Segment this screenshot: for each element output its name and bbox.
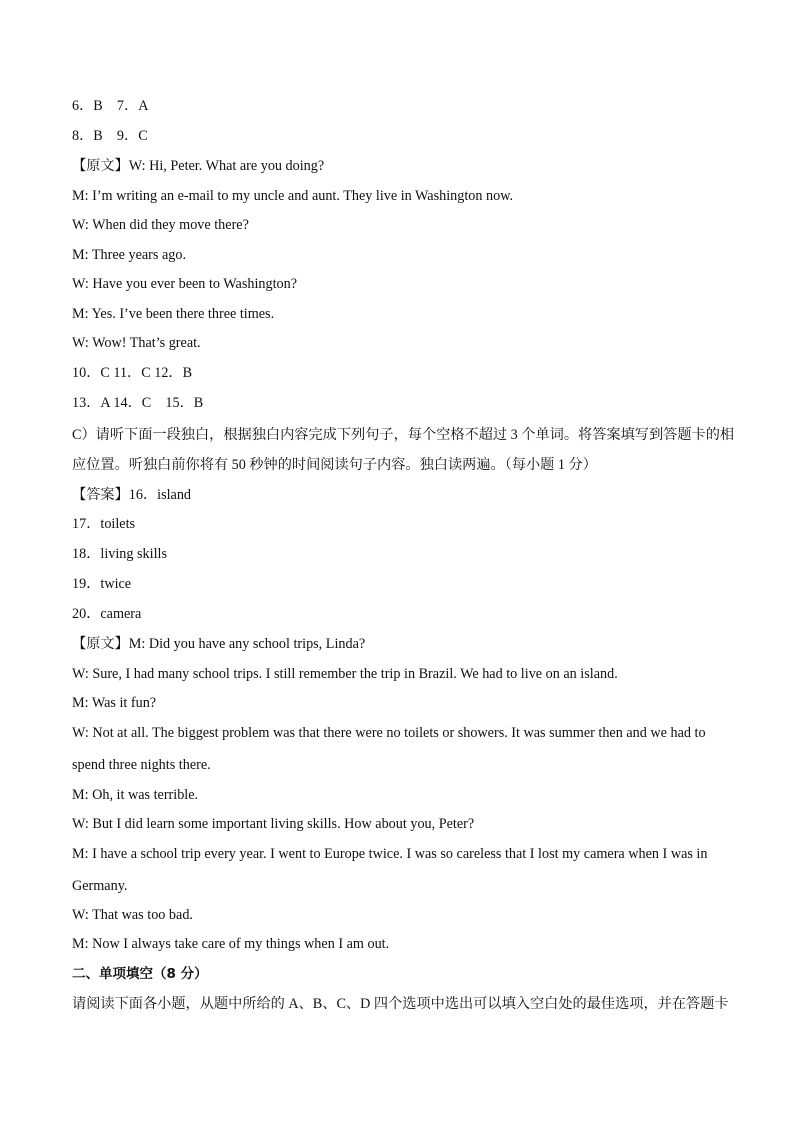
transcript-line: W: But I did learn some important living skills. How about you, Peter? xyxy=(72,816,475,832)
transcript-line: M: Three years ago. xyxy=(72,247,186,263)
answer-line-18: 18．living skills xyxy=(72,546,167,562)
instruction-line: 请阅读下面各小题，从题中所给的 A、B、C、D 四个选项中选出可以填入空白处的最佳选项，并在答题卡 xyxy=(72,996,729,1012)
answer-line-8-9: 8．B 9．C xyxy=(72,128,148,144)
answer-line-10-12: 10．C 11．C 12．B xyxy=(72,365,193,381)
transcript-line: W: Have you ever been to Washington? xyxy=(72,276,297,292)
instruction-line: 应位置。听独白前你将有 50 秒钟的时间阅读句子内容。独白读两遍。（每小题 1 分） xyxy=(72,457,597,473)
transcript-line: M: I have a school trip every year. I went to Europe twice. I was so careless that I lost my camera when I was in xyxy=(72,846,708,862)
answer-line-13-15: 13．A 14．C 15．B xyxy=(72,395,204,411)
transcript-line: Germany. xyxy=(72,878,128,894)
answer-line-6-7: 6．B 7．A xyxy=(72,98,149,114)
answer-line-16: 【答案】16．island xyxy=(72,487,192,503)
transcript-line: W: When did they move there? xyxy=(72,217,249,233)
transcript-line: M: Now I always take care of my things when I am out. xyxy=(72,936,390,952)
transcript-line: M: I’m writing an e-mail to my uncle and aunt. They live in Washington now. xyxy=(72,188,514,204)
transcript-line: spend three nights there. xyxy=(72,757,211,773)
transcript-line: M: Oh, it was terrible. xyxy=(72,787,199,803)
transcript-line: W: Sure, I had many school trips. I still remember the trip in Brazil. We had to live on an island. xyxy=(72,666,618,682)
transcript-line: 【原文】M: Did you have any school trips, Linda? xyxy=(72,636,366,652)
transcript-line: M: Yes. I’ve been there three times. xyxy=(72,306,275,322)
answer-line-20: 20．camera xyxy=(72,606,142,622)
answer-line-19: 19．twice xyxy=(72,576,132,592)
transcript-line: W: That was too bad. xyxy=(72,907,193,923)
section-heading: 二、单项填空（8 分） xyxy=(72,966,208,982)
transcript-line: M: Was it fun? xyxy=(72,695,157,711)
transcript-line: W: Wow! That’s great. xyxy=(72,335,201,351)
transcript-line: W: Not at all. The biggest problem was that there were no toilets or showers. It was summer then and we had to xyxy=(72,725,706,741)
answer-line-17: 17．toilets xyxy=(72,516,136,532)
instruction-line: C）请听下面一段独白，根据独白内容完成下列句子，每个空格不超过 3 个单词。将答案填写到答题卡的相 xyxy=(72,427,735,443)
transcript-line: 【原文】W: Hi, Peter. What are you doing? xyxy=(72,158,325,174)
